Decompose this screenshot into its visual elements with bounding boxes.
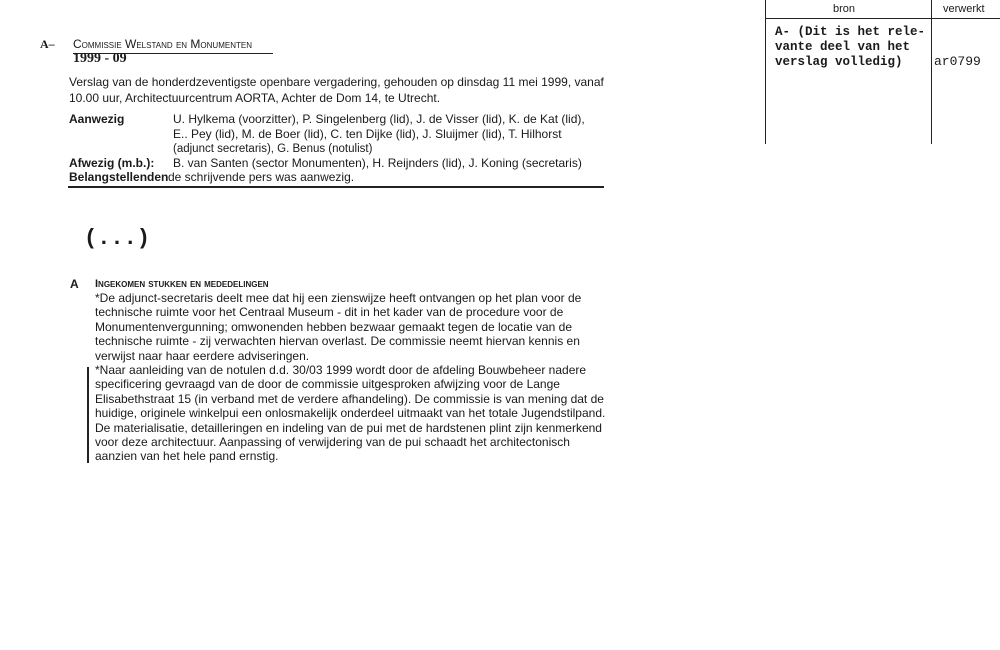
section-line: technische ruimte - zij verwachten hiervan overlast. De commissie neemt hiervan kennis en bbox=[95, 334, 580, 349]
ellipsis: (...) bbox=[84, 226, 151, 251]
marker: A– bbox=[40, 37, 55, 51]
section-line: specificering gevraagd van de door de commissie uitgesproken afwijzing voor de Lange bbox=[95, 377, 560, 392]
present-line: U. Hylkema (voorzitter), P. Singelenberg (lid), J. de Visser (lid), K. de Kat (lid), bbox=[173, 112, 585, 126]
section-line: voor deze architectuur. Aanpassing of verwijdering van de pui schaadt het architectonisch bbox=[95, 435, 570, 450]
margin-bar bbox=[87, 367, 89, 463]
header-bron: bron bbox=[833, 3, 856, 15]
present-line: (adjunct secretaris), G. Benus (notulist) bbox=[173, 143, 373, 155]
section-line: Monumentenvergunning; omwonenden hebben bezwaar gemaakt tegen de locatie van de bbox=[95, 319, 572, 334]
absent-label: Afwezig (m.b.): bbox=[69, 156, 155, 170]
section-line: technische ruimte voor het Centraal Museum - dit in het kader van de procedure voor de bbox=[95, 305, 564, 320]
section-line: huidige, originele winkelpui een onlosmakelijk onderdeel uitmaakt van het totale Jugendstilpand. bbox=[95, 406, 606, 421]
report-number: 1999 - 09 bbox=[73, 51, 127, 66]
section-title: Ingekomen stukken en mededelingen bbox=[95, 278, 269, 290]
bron-note bbox=[775, 25, 925, 70]
interested-text: de schrijvende pers was aanwezig. bbox=[168, 170, 355, 184]
table-header-rule bbox=[765, 18, 1000, 19]
intro-line: Verslag van de honderdzeventigste openbare vergadering, gehouden op dinsdag 11 mei 1999, vanaf bbox=[69, 75, 604, 89]
absent-text: B. van Santen (sector Monumenten), H. Reijnders (lid), J. Koning (secretaris) bbox=[173, 156, 582, 170]
header-verwerkt: verwerkt bbox=[943, 3, 985, 15]
bron-line: A- (Dit is het rele- bbox=[775, 25, 926, 39]
bron-line: vante deel van het bbox=[775, 40, 911, 54]
section-line: *Naar aanleiding van de notulen d.d. 30/03 1999 wordt door de afdeling Bouwbeheer nadere bbox=[95, 363, 587, 378]
present-line: E.. Pey (lid), M. de Boer (lid), C. ten Dijke (lid), J. Sluijmer (lid), T. Hilhorst bbox=[173, 127, 562, 141]
interested-label: Belangstellenden bbox=[69, 170, 169, 184]
table-border-left bbox=[765, 0, 766, 144]
verwerkt-code: ar0799 bbox=[934, 54, 981, 69]
present-label: Aanwezig bbox=[69, 112, 125, 126]
section-line: De materialisatie, detailleringen en indeling van de pui met de hardstenen plint zijn kenmerkend bbox=[95, 420, 602, 435]
table-divider bbox=[931, 0, 932, 144]
section-line: verwijst naar haar eerdere adviseringen. bbox=[95, 348, 310, 363]
section-line: *De adjunct-secretaris deelt mee dat hij een zienswijze heeft ontvangen op het plan voor de bbox=[95, 291, 582, 305]
organization: Commissie Welstand en Monumenten bbox=[73, 37, 252, 51]
section-line: Elisabethstraat 15 (in verband met de verdere afhandeling). De commissie is van mening dat de bbox=[95, 391, 604, 406]
section-letter: A bbox=[70, 277, 79, 291]
section-body bbox=[95, 291, 605, 464]
bron-line: verslag volledig) bbox=[775, 55, 903, 69]
section-line: aanzien van het hele pand ernstig. bbox=[95, 449, 279, 464]
intro-line: 10.00 uur, Architectuurcentrum AORTA, Achter de Dom 14, te Utrecht. bbox=[69, 91, 441, 105]
header-rule bbox=[68, 186, 604, 188]
